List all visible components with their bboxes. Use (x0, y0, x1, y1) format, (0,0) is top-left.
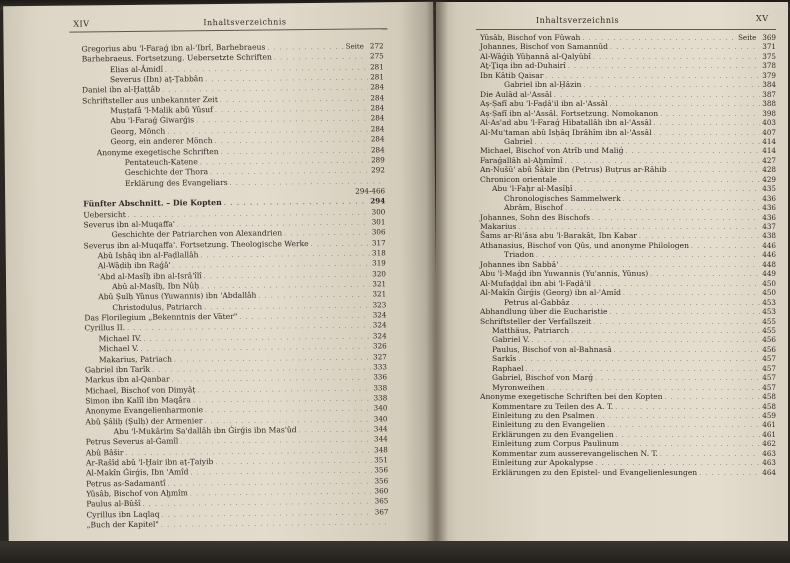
toc-leader-dots (665, 394, 761, 403)
toc-entry (480, 242, 776, 251)
toc-entry-title: Gabriel ibn Tarîk (84, 364, 151, 375)
toc-entry-title: Yûsâb, Bischof von Fûwah (480, 33, 581, 42)
toc-entry (492, 374, 776, 383)
toc-entry-title: Makarius (480, 222, 517, 231)
toc-entry-title: Michael IV. (98, 333, 142, 344)
toc-entry-page: 351 (374, 455, 388, 465)
toc-entry-page: 457 (762, 373, 776, 383)
toc-entry-page: 379 (762, 70, 776, 80)
toc-entry (480, 166, 776, 175)
toc-entry (125, 166, 385, 177)
toc-leader-dots (593, 319, 760, 328)
toc-entry (480, 129, 776, 138)
toc-entry (480, 261, 776, 270)
toc-entry-title: Gabriel (504, 136, 533, 146)
toc-entry-page: 317 (371, 237, 386, 248)
toc-leader-dots (660, 451, 760, 460)
toc-entry-page: 281 (370, 61, 384, 72)
toc-entry-page: 348 (374, 444, 388, 455)
toc-entry-title: Georg, Mönch (110, 126, 166, 136)
toc-leader-dots (311, 240, 370, 249)
toc-entry-title: Einleitung zu den Evangelien (492, 420, 606, 430)
toc-entry-page: 284 (370, 93, 385, 103)
toc-entry-title: Einleitung zur Apokalypse (492, 458, 594, 468)
toc-entry-title: Matthäus, Patriarch (492, 325, 570, 335)
toc-entry-title: Barhebraeus. Fortsetzung. Uebersetzte Schriften (81, 52, 272, 64)
toc-leader-dots (650, 271, 760, 280)
toc-entry-title: Aṣ-Ṣafî abu 'l-Faḍâ'il ibn al-'Assâl (480, 99, 608, 109)
toc-entry-title: Abu 'l-Mukârim Sa'dallâh ibn Ǵirǵis ibn Mas'ûd (113, 425, 297, 437)
toc-leader-dots (654, 130, 761, 139)
toc-entry-title: Šams ar-Ri'âsa abu 'l-Barakât, Ibn Kabar (480, 231, 637, 241)
toc-entry-page: 300 (371, 206, 386, 217)
toc-entry-title: Paulus, Bischof von al-Bahnasâ (492, 344, 612, 354)
toc-entry (110, 73, 384, 84)
toc-leader-dots (597, 413, 761, 422)
toc-entry-title: Abû Isḥâq ibn al-Faḍlallâh (97, 250, 199, 261)
toc-leader-dots (593, 54, 760, 63)
toc-entry-page: 414 (762, 146, 776, 156)
toc-entry-page: 301 (371, 217, 386, 227)
toc-entry (480, 393, 776, 402)
toc-entry-title: Cyrillus II. (84, 323, 126, 333)
toc-entry-title: Erklärungen zu den Evangelien (492, 429, 614, 439)
toc-entry-title: Gabriel, Bischof von Marǵ (492, 373, 594, 383)
toc-entry-page: 319 (372, 258, 386, 268)
toc-entry (125, 156, 385, 167)
right-page (436, 2, 788, 548)
toc-leader-dots (274, 54, 368, 64)
toc-entry-page: 438 (762, 231, 776, 241)
toc-entry-page: 428 (762, 165, 776, 175)
toc-entry-page: 365 (374, 496, 389, 506)
toc-entry-page: 321 (372, 279, 387, 289)
toc-entry-page: 369 (762, 33, 776, 42)
toc-leader-dots (669, 167, 761, 176)
toc-entry-title: Michael V. (98, 344, 139, 354)
toc-entry (492, 469, 776, 478)
toc-entry-page: 456 (762, 335, 776, 345)
toc-leader-dots (691, 243, 760, 252)
toc-entry (480, 43, 776, 52)
toc-entry-title: Yûsâb, Bischof von Aḫmîm (86, 488, 188, 499)
toc-entry-title: Einleitung zu den Psalmen (492, 411, 595, 420)
toc-entry-page: 284 (370, 113, 385, 123)
toc-entry-page: 436 (762, 193, 776, 203)
toc-entry (492, 440, 776, 449)
toc-leader-dots (565, 205, 760, 214)
toc-entry (480, 147, 776, 156)
toc-entry-title: Abû al-Masîḥ, Ibn Nûḥ (112, 281, 200, 292)
toc-leader-dots (258, 292, 370, 302)
toc-entry-page: 387 (762, 89, 776, 99)
toc-entry-page: 338 (373, 382, 388, 392)
toc-entry-page: 450 (762, 288, 776, 298)
toc-entry-page: 450 (762, 278, 776, 288)
toc-entry-title: Uebersicht (83, 209, 126, 220)
toc-entry (480, 157, 776, 166)
toc-entry-page: 457 (762, 382, 776, 392)
toc-entry (504, 299, 776, 308)
toc-entry-title: Faraǵallâh al-Aḫmîmî (480, 155, 563, 165)
toc-entry (112, 229, 386, 240)
left-running-head: Inhaltsverzeichnis (203, 17, 287, 28)
toc-entry-page: 320 (372, 268, 387, 279)
toc-entry-page: 294-466 (355, 186, 386, 196)
toc-leader-dots (239, 313, 370, 323)
toc-entry-page: 453 (762, 297, 776, 307)
toc-entry (480, 119, 776, 128)
toc-leader-dots (610, 309, 761, 318)
toc-entry (110, 115, 384, 126)
toc-entry-page: 284 (370, 82, 385, 92)
toc-entry (492, 459, 776, 468)
toc-entry-title: Sarkîs (492, 354, 517, 364)
toc-entry-page: 463 (762, 448, 776, 458)
toc-entry-page: 344 (373, 424, 388, 434)
toc-entry-page: 340 (373, 403, 388, 413)
toc-entry (492, 185, 776, 194)
toc-entry-title: Severus ibn al-Muqaffa' (83, 219, 175, 230)
toc-entry-title: Simon ibn Kalîl ibn Maqâra (85, 395, 191, 406)
toc-leader-dots (623, 196, 761, 205)
toc-entry-page: 436 (762, 203, 776, 213)
toc-entry-title: Anonyme exegetische Schriften bei den Kopten (480, 392, 663, 402)
toc-entry-title: Makarius, Patriach (98, 354, 173, 364)
toc-entry-page: 281 (370, 72, 384, 82)
toc-entry (87, 518, 389, 530)
toc-entry (504, 81, 776, 90)
toc-entry-page: 457 (762, 363, 776, 373)
toc-entry (480, 62, 776, 71)
toc-entry-title: Georg, ein anderer Mönch (110, 136, 213, 147)
toc-entry (492, 421, 776, 430)
toc-entry-title: Ar-Rašîd abû 'l-Ḫair ibn aṭ-Ṭaiyib (85, 457, 214, 468)
toc-entry-page: 336 (373, 372, 388, 382)
toc-entry (480, 289, 776, 298)
toc-leader-dots (699, 470, 760, 479)
toc-entry-title: Pentateuch-Katene (124, 157, 198, 167)
toc-entry-title: Anonyme exegetische Schriften (96, 146, 219, 157)
toc-entry (112, 301, 386, 312)
toc-entry (492, 384, 776, 393)
toc-entry (480, 308, 776, 317)
toc-entry-page: 461 (762, 429, 776, 439)
book-gutter (426, 0, 448, 552)
toc-entry-page: 284 (370, 103, 385, 113)
toc-entry-page: 338 (373, 393, 388, 403)
toc-entry-page: 437 (762, 222, 776, 231)
toc-entry-title: Geschichte der Thora (124, 167, 209, 178)
toc-entry (480, 110, 776, 119)
toc-entry (110, 125, 384, 136)
toc-entry (480, 270, 776, 279)
toc-entry-title: Erklärung des Evangeliars (124, 177, 228, 188)
toc-entry-page: 321 (372, 289, 387, 299)
toc-entry-title: „Buch der Kapitel" (86, 519, 159, 530)
toc-entry (480, 318, 776, 327)
toc-entry-title: Abu 'l-Maǵd ibn Yuwannis (Yu'annis, Yûnus) (480, 269, 649, 279)
toc-entry (492, 336, 776, 345)
toc-entry-title: Al-Mufaḍḍal ibn abi 'l-Faḍâ'il (480, 278, 592, 288)
toc-leader-dots (660, 111, 760, 120)
toc-entry-title: Die Aulâd al-'Assâl (480, 89, 552, 99)
toc-entry-title: Christodulus, Patriarch (112, 301, 203, 312)
toc-entry-page: 435 (762, 184, 776, 194)
toc-entry-title: 'Abd al-Masîḥ ibn al-Isrâ'îlî (97, 270, 202, 281)
toc-entry-title: Johannes ibn Sabbâ' (480, 259, 559, 269)
toc-leader-dots (653, 120, 760, 129)
toc-entry-title: Kommentar zum ausserevangelischen N. T. (492, 448, 658, 458)
toc-leader-dots (161, 519, 387, 530)
toc-entry-page: 463 (762, 458, 776, 468)
toc-entry-title: Abû Ṣulḥ Yûnus (Yuwannis) ibn 'Abdallâh (98, 291, 257, 302)
toc-entry-title: Triadon (504, 250, 534, 260)
toc-entry-title: Severus ibn al-Muqaffa'. Fortsetzung. Theologische Werke (83, 238, 309, 251)
toc-leader-dots (615, 404, 760, 413)
toc-entry-page: 324 (372, 310, 387, 320)
toc-entry-page: 455 (762, 316, 776, 326)
toc-entry-title: Abu 'l-Faraǵ Ǵiwarǵis (110, 115, 195, 126)
toc-entry (480, 232, 776, 241)
toc-leader-dots (623, 290, 760, 299)
toc-entry-page: 275 (369, 51, 384, 61)
toc-entry-title: Al-Wâǵiḥ Yûḥannâ al-Qalyûbî (480, 51, 591, 61)
toc-entry-title: Myronweihen (492, 382, 545, 392)
toc-entry-page: 407 (762, 127, 776, 137)
toc-entry-page: 292 (371, 165, 385, 175)
toc-leader-dots (583, 82, 760, 91)
toc-entry-title: Al-Makîn Ǵirǵis (Georg) ibn al-'Amîd (480, 288, 621, 298)
toc-entry (492, 450, 776, 459)
toc-leader-dots (568, 63, 760, 72)
toc-leader-dots (595, 375, 760, 384)
toc-entry-title: Abû Ṣâliḥ (Ṣulḥ) der Armenier (85, 415, 203, 427)
toc-entry-page: 327 (373, 351, 387, 361)
toc-entry (504, 138, 776, 147)
toc-entry-page: 318 (371, 248, 386, 258)
toc-entry-title: Schriftsteller der Verfallszeit (480, 316, 592, 326)
toc-entry-title: Abu 'l-Faḫr al-Masîḥî (492, 184, 573, 194)
toc-entry-page: 284 (370, 134, 385, 144)
toc-leader-dots (284, 230, 370, 239)
toc-entry (492, 365, 776, 374)
toc-entry (504, 195, 776, 204)
toc-entry-page: 464 (762, 467, 776, 477)
toc-entry (480, 223, 776, 232)
toc-leader-dots (616, 432, 761, 441)
toc-entry-page: 306 (371, 227, 386, 237)
toc-entry-page: 457 (762, 354, 776, 364)
toc-entry (480, 53, 776, 62)
toc-entry-title: Al-As'ad abu 'l-Faraǵ Hibatallâh ibn al-'Assâl (480, 118, 652, 128)
toc-entry-title: Daniel ibn al-Ḫaṭṭâb (81, 85, 161, 95)
toc-entry-page: 446 (762, 250, 776, 260)
toc-entry-title: Muṣṭafâ 'l-Malik abû Yûsuf (110, 105, 213, 116)
toc-entry-page: 323 (372, 300, 387, 310)
toc-entry (125, 177, 385, 188)
toc-entry-page: 294 (370, 196, 386, 206)
toc-leader-dots (299, 426, 372, 435)
toc-entry-title: Abû Bâšir (85, 447, 124, 458)
toc-entry-title: Einleitung zum Corpus Paulinum (492, 439, 619, 449)
toc-entry-title: Gabriel ibn al-Ḥâzin (504, 80, 582, 90)
toc-entry-title: Erklärungen zu den Epistel- und Evangelienlesungen (492, 467, 698, 477)
toc-entry-title: Petrus as-Sadamantî (86, 478, 166, 489)
toc-entry-title: Das Florilegium „Bekenntnis der Väter" (84, 311, 238, 323)
toc-entry-title: Johannes, Sohn des Bischofs (480, 212, 590, 222)
toc-entry (111, 135, 385, 146)
toc-entry-page: 403 (762, 118, 776, 128)
toc-entry-page: 289 (371, 155, 385, 165)
toc-entry-page: 458 (762, 401, 776, 411)
right-head-rule (476, 29, 776, 30)
toc-leader-dots (592, 215, 760, 224)
toc-entry-page: 414 (762, 136, 776, 146)
toc-entry (480, 214, 776, 223)
toc-entry-title: Aṣ-Ṣafî ibn al-'Assâl. Fortsetzung. Nomokanon (480, 108, 659, 118)
toc-leader-dots (610, 44, 760, 53)
toc-entry-title: Anonyme Evangelienharmonie (85, 405, 204, 416)
toc-entry-page: 429 (762, 174, 776, 184)
left-page (3, 2, 439, 554)
toc-entry-title: Athanasius, Bischof von Qûs, und anonyme Philologen (480, 240, 690, 250)
toc-entry-title: Michael, Bischof von Atrîb und Maliǵ (480, 146, 624, 156)
toc-entry-title: Al-Makîn Ǵirǵis, Ibn 'Amîd (85, 467, 189, 478)
toc-entry-title: Johannes, Bischof von Samannûd (480, 42, 609, 52)
toc-entry-title: Gabriel V. (492, 335, 530, 345)
toc-entry-page: 324 (372, 331, 387, 341)
toc-entry-title: Michael, Bischof von Dimyâṭ (85, 384, 196, 395)
toc-entry-title: An-Nušû' abû Šâkir ibn (Petrus) Buṭrus ar-Râhib (480, 165, 667, 175)
toc-leader-dots (614, 347, 761, 356)
toc-entry-title: Aṯ-Ṯiqa ibn ad-Duhairî (480, 61, 566, 71)
toc-entry-page: 459 (762, 411, 776, 420)
toc-leader-dots (518, 356, 760, 365)
toc-entry-page: 284 (370, 144, 385, 154)
toc-entry-page: 458 (762, 392, 776, 402)
toc-entry-page: 448 (762, 259, 776, 269)
toc-entry-title: Chronicon orientale (480, 174, 557, 184)
toc-entry-title: Al-Wâḍiḥ ibn Raǵâ' (97, 260, 171, 271)
toc-entry (492, 346, 776, 355)
toc-entry-page: 455 (762, 325, 776, 335)
toc-entry-title: Kommentare zu Teilen des A. T. (492, 401, 614, 411)
toc-entry-title: Al-Mu'taman abû Isḥâq Ibrâhîm ibn al-'Assâl (480, 127, 652, 137)
toc-entry (492, 431, 776, 440)
toc-entry-title: Petrus al-Ǵabbâz (504, 297, 570, 307)
toc-leader-dots (267, 44, 343, 53)
seite-label: Seite (345, 42, 364, 51)
toc-entry-page: 344 (373, 434, 388, 444)
toc-entry-page: 360 (374, 486, 389, 496)
right-running-head: Inhaltsverzeichnis (536, 16, 620, 25)
toc-entry-page: 436 (762, 212, 776, 222)
toc-entry-title: Elias al-Âmidî (109, 64, 164, 74)
toc-entry-page: 388 (762, 99, 776, 109)
seite-label: Seite (738, 34, 757, 42)
toc-entry (492, 403, 776, 412)
toc-leader-dots (571, 328, 760, 337)
toc-entry-page: 326 (372, 341, 387, 351)
left-page-number: XIV (73, 19, 90, 29)
toc-entry (112, 280, 386, 291)
toc-entry (114, 425, 388, 436)
toc-entry (492, 412, 776, 421)
toc-entry-title: Petrus Severus al-Ǵamîl (85, 436, 179, 447)
toc-entry-title: Severus (Ibn) aṭ-Ṭabbân (109, 74, 204, 85)
toc-entry-title: Cyrillus ibn Laqlaq (86, 509, 160, 520)
toc-entry-title: Abhandlung über die Eucharistie (480, 307, 608, 317)
toc-entry-page: 453 (762, 307, 776, 317)
toc-entry-title: Chronologisches Sammelwerk (504, 193, 621, 203)
toc-entry-title: Paulus al-Bûšî (86, 499, 141, 509)
toc-entry (504, 204, 776, 213)
toc-entry-page: 461 (762, 420, 776, 430)
toc-entry (110, 63, 384, 74)
toc-entry-title: Geschichte der Patriarchen von Alexandrien (111, 228, 283, 240)
toc-entry (504, 251, 776, 260)
toc-entry (492, 355, 776, 364)
toc-entry-title: Markus ibn al-Qanbar (85, 374, 170, 385)
toc-entry-page: 449 (762, 269, 776, 279)
toc-entry (480, 72, 776, 81)
toc-entry (480, 280, 776, 289)
toc-entry-page: 356 (374, 475, 389, 486)
toc-leader-dots (536, 252, 760, 261)
toc-entry (480, 100, 776, 109)
toc-entry (480, 176, 776, 185)
toc-entry-page: 375 (762, 51, 776, 61)
toc-entry-page: 284 (370, 124, 385, 134)
toc-entry-page: 446 (762, 240, 776, 250)
toc-entry-title: Ibn Kâtib Qaisar (480, 70, 544, 80)
toc-entry-page: 272 (369, 41, 384, 51)
toc-entry-title: Fünfter Abschnitt. – Die Kopten (83, 198, 222, 209)
toc-leader-dots (559, 177, 760, 186)
toc-entry-title: Raphael (492, 363, 524, 373)
toc-entry-page: 333 (373, 362, 387, 372)
toc-leader-dots (607, 422, 760, 431)
right-page-number: XV (756, 14, 769, 23)
toc-entry-title: Schriftsteller aus unbekannter Zeit (82, 94, 218, 106)
toc-entry-page: 340 (373, 413, 388, 424)
toc-entry-title: Gregorius abu 'l-Faraǵ ibn al-'Ibrî, Barhebraeus (81, 42, 266, 54)
toc-entry-page: 384 (762, 80, 776, 90)
toc-entry (110, 104, 384, 115)
toc-entry-title: Abrâm, Bischof (504, 203, 563, 213)
toc-entry (492, 327, 776, 336)
toc-entry-page: 378 (762, 61, 776, 71)
toc-entry-page: 356 (374, 465, 389, 475)
toc-entry-page: 324 (372, 320, 387, 330)
toc-entry-page: 427 (762, 155, 776, 165)
toc-entry-page: 367 (374, 507, 389, 517)
toc-entry (480, 34, 776, 43)
left-head-rule (69, 28, 387, 32)
toc-entry (480, 91, 776, 100)
toc-leader-dots (625, 148, 760, 157)
toc-entry-page: 462 (762, 439, 776, 449)
toc-entry-page: 398 (762, 108, 776, 118)
background-bottom (0, 541, 790, 563)
toc-entry-page: 371 (762, 42, 776, 52)
toc-entry-page: 456 (762, 344, 776, 354)
